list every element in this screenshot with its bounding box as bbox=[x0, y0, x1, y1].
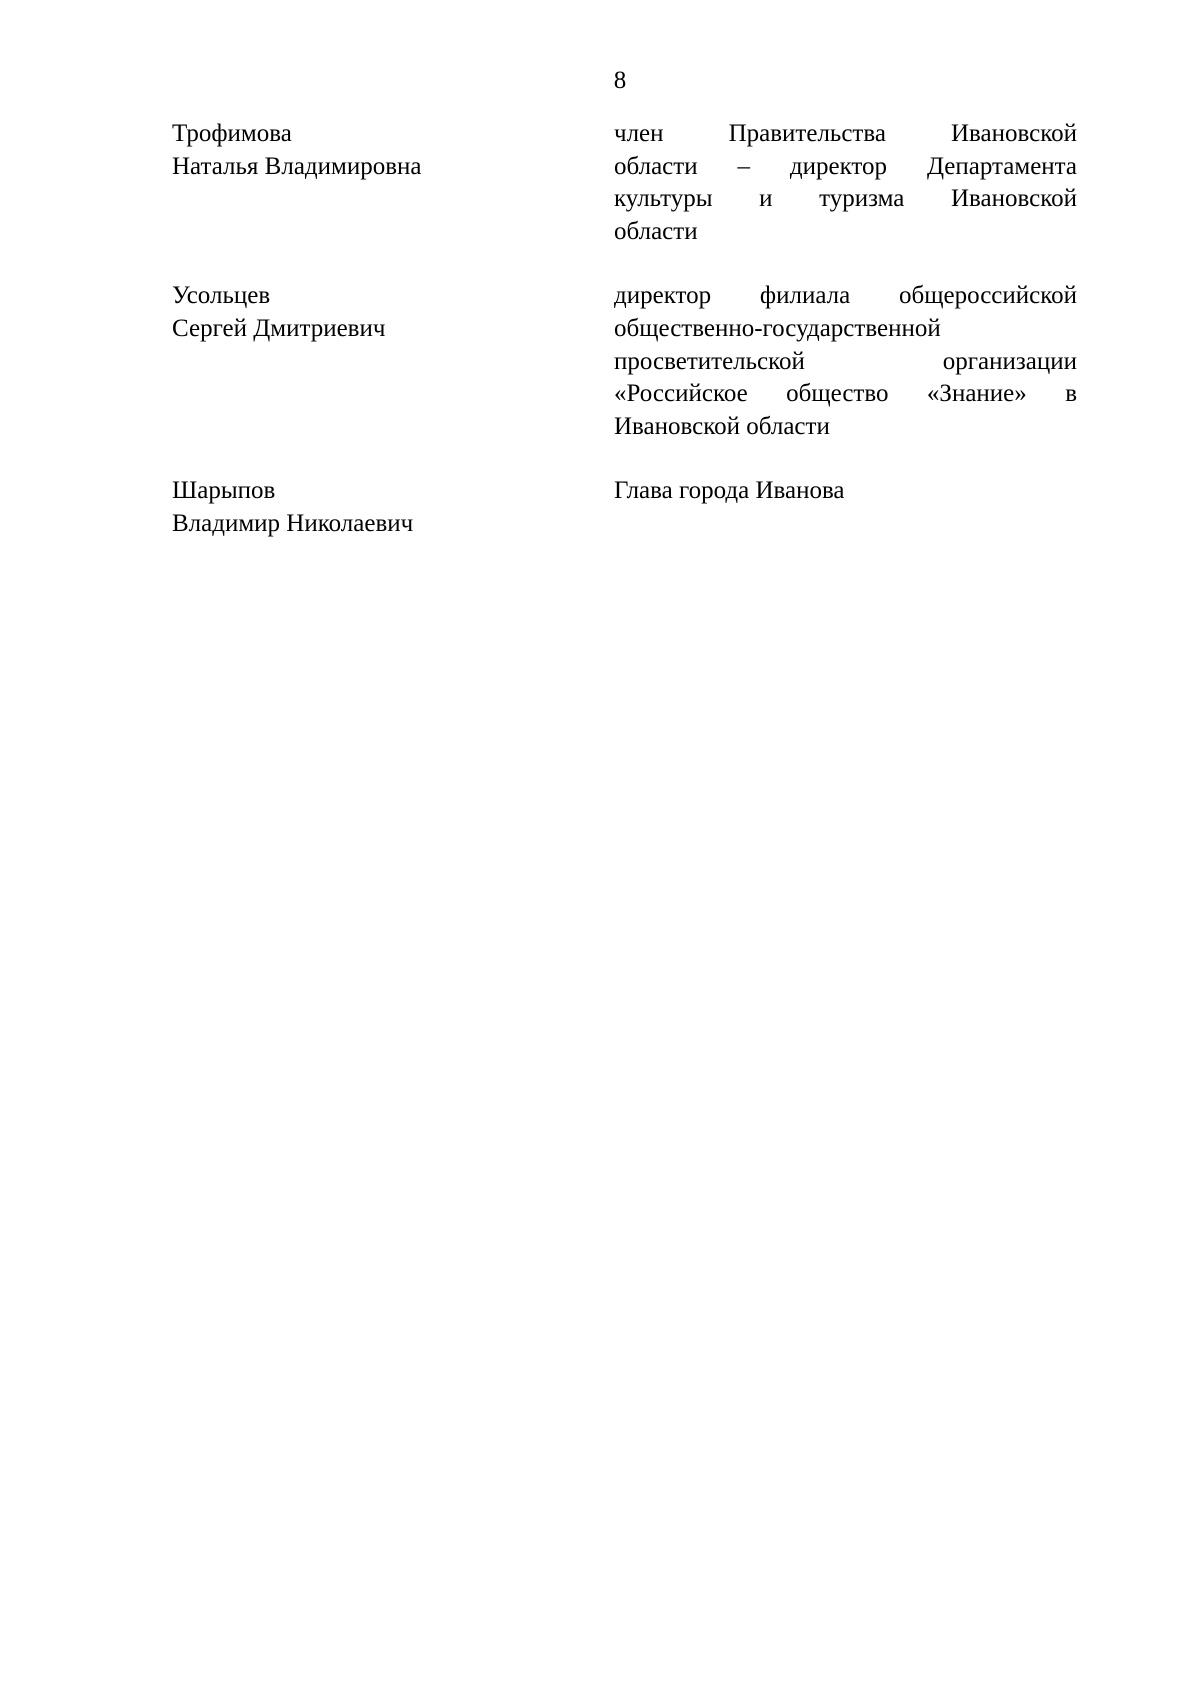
member-surname: Усольцев bbox=[172, 282, 271, 310]
member-surname: Трофимова bbox=[172, 120, 292, 147]
position-line: Ивановской области bbox=[614, 412, 830, 440]
member-given-names: Владимир Николаевич bbox=[172, 509, 414, 537]
member-name bbox=[172, 280, 614, 443]
member-given-names: Сергей Дмитриевич bbox=[172, 314, 386, 342]
position-line: области – директор Департамента bbox=[614, 152, 1077, 180]
member-position bbox=[614, 280, 1077, 443]
member-name bbox=[172, 118, 614, 248]
member-given-names: Наталья Владимировна bbox=[172, 152, 422, 180]
member-name bbox=[172, 475, 614, 540]
member-entry bbox=[172, 280, 1077, 443]
position-line: культуры и туризма Ивановской bbox=[614, 185, 1077, 213]
member-surname: Шарыпов bbox=[172, 477, 276, 505]
position-line: директор филиала общероссийской bbox=[614, 282, 1077, 310]
member-position bbox=[614, 475, 1077, 540]
position-line: Глава города Иванова bbox=[614, 477, 845, 505]
position-line: области bbox=[614, 217, 698, 245]
member-position bbox=[614, 118, 1077, 248]
member-list bbox=[172, 118, 1077, 573]
member-entry bbox=[172, 118, 1077, 248]
position-line: член Правительства Ивановской bbox=[614, 120, 1077, 147]
page-number: 8 bbox=[613, 67, 627, 94]
member-entry bbox=[172, 475, 1077, 540]
position-line: просветительской организации bbox=[614, 347, 1077, 375]
position-line: «Российское общество «Знание» в bbox=[614, 380, 1077, 408]
position-line: общественно-государственной bbox=[614, 314, 941, 342]
